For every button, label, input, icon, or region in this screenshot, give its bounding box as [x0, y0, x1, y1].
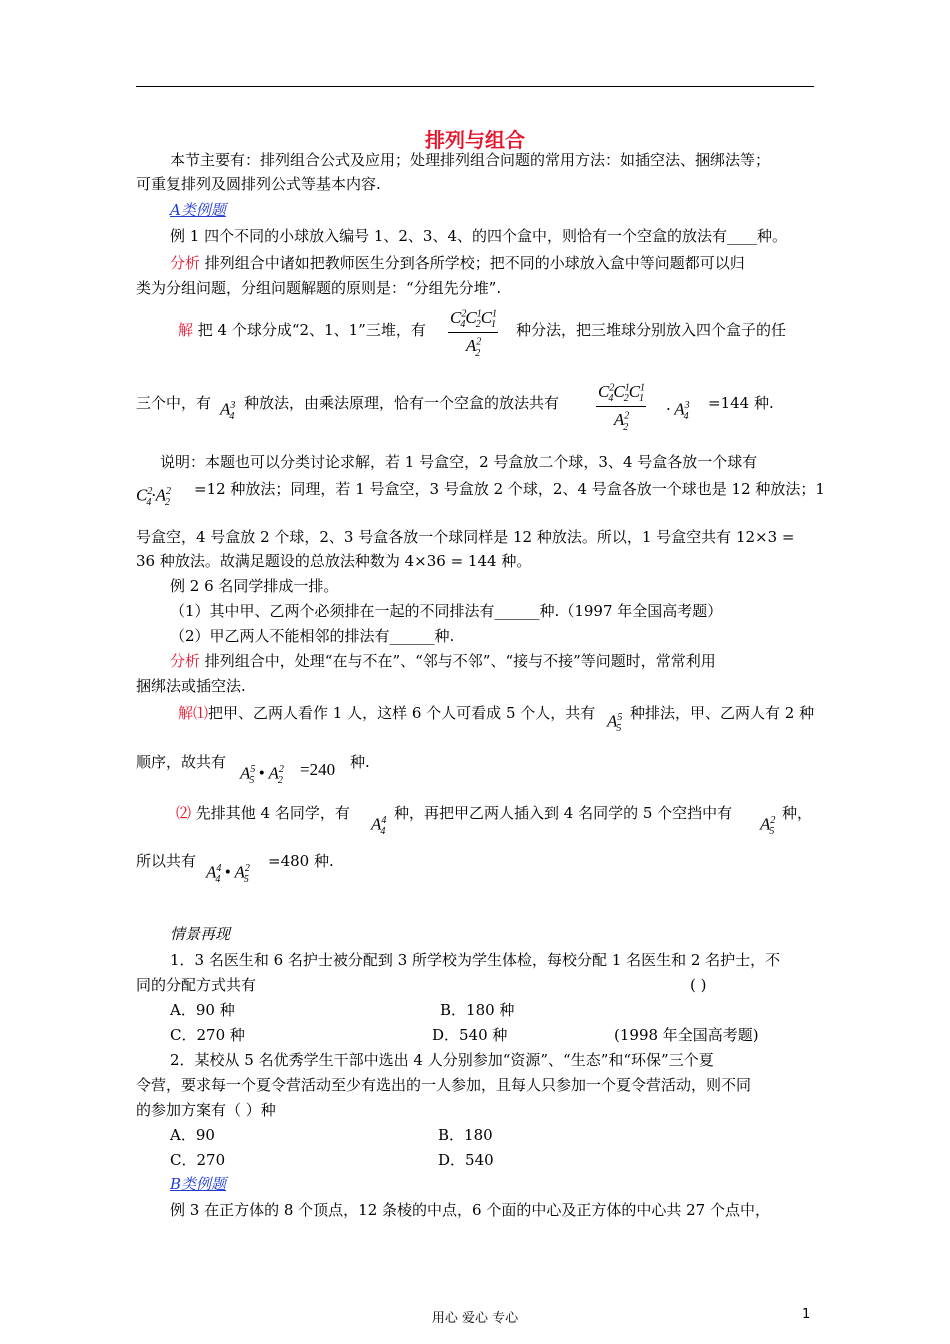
analysis-label-2: 分析: [170, 652, 201, 670]
q1-option-c: C．270 种: [170, 1026, 245, 1044]
page-number: 1: [802, 1307, 811, 1322]
formula-c4c2c1-over-a2: $\frac{C^2_4C^1_2C^1_1}{A^2_2}$: [450, 308, 498, 359]
ex2-solution-line-3b: 种，再把甲乙两人插入到 4 名同学的 5 个空挡中有: [394, 804, 733, 822]
section-b-link[interactable]: B类例题: [170, 1175, 227, 1193]
ex2-solution-line-2a: 顺序，故共有: [136, 753, 227, 771]
section-a-link[interactable]: A类例题: [170, 201, 226, 219]
formula-a5-5-a2-2: $A^5_5$ • $A^2_2$: [240, 763, 284, 787]
ex2-solution-line-1b: 种排法，甲、乙两人有 2 种: [630, 704, 815, 722]
ex1-note-line-4: 36 种放法。故满足题设的总放法种数为 4×36 = 144 种。: [136, 552, 532, 570]
page-title: 排列与组合: [425, 128, 525, 152]
q1-source: (1998 年全国高考题): [614, 1026, 759, 1044]
formula-a5-5: $A^5_5$: [607, 711, 623, 735]
q2-line-2: 令营，要求每一个夏令营活动至少有选出的一人参加，且每人只参加一个夏令营活动，则不同: [136, 1076, 752, 1094]
ex1-solution-line-2a: 三个中，有: [136, 394, 212, 412]
formula-c4-2-a2-2: $C^2_4\cdot A^2_2$: [136, 485, 171, 509]
formula-a4-4-a5-2: $A^4_4$ • $A^2_5$: [206, 862, 250, 886]
ex2-solution-line-3c: 种，: [782, 804, 813, 822]
ex1-solution-text: 把 4 个球分成“2、1、1”三堆，有: [193, 321, 426, 339]
intro-line-2: 可重复排列及圆排列公式等基本内容.: [136, 175, 381, 193]
ex1-solution-line-1b: 种分法，把三堆球分别放入四个盒子的任: [516, 321, 787, 339]
intro-line-1: 本节主要有：排列组合公式及应用；处理排列组合问题的常用方法：如插空法、捆绑法等；: [170, 151, 771, 169]
ex2-solution-text-3: 先排其他 4 名同学，有: [191, 804, 350, 822]
ex1-analysis-line-2: 类为分组问题，分组问题解题的原则是：“分组先分堆”.: [136, 279, 502, 297]
q1-option-b: B．180 种: [440, 1001, 515, 1019]
solution-label-3: ⑵: [176, 804, 192, 822]
q2-option-b: B．180: [438, 1126, 493, 1144]
ex2-solution-line-4a: 所以共有: [136, 852, 197, 870]
ex1-solution-line-1a: [178, 320, 426, 340]
header-rule: [136, 86, 814, 87]
ex2-solution-text: 把甲、乙两人看作 1 人，这样 6 个人可看成 5 个人，共有: [208, 704, 596, 722]
formula-dot-a4-3: · $A^3_4$: [666, 399, 690, 423]
formula-c4c2c1-over-a2-2: $\frac{C^2_4C^1_2C^1_1}{A^2_2}$: [598, 382, 646, 433]
q1-line-1: 1．3 名医生和 6 名护士被分配到 3 所学校为学生体检，每校分配 1 名医生和 2 名护士，不: [170, 951, 781, 969]
q1-line-2: 同的分配方式共有: [136, 976, 257, 994]
ex3-line-1: 例 3 在正方体的 8 个顶点，12 条棱的中点，6 个面的中心及正方体的中心共 27 个点中，: [170, 1201, 770, 1219]
ex2-analysis-line-2: 捆绑法或插空法.: [136, 677, 246, 695]
formula-a4-4: $A^4_4$: [371, 814, 387, 838]
q2-option-c: C．270: [170, 1151, 226, 1169]
q1-option-d: D．540 种: [432, 1026, 508, 1044]
analysis-label: 分析: [170, 254, 201, 272]
q2-line-3: 的参加方案有（ ）种: [136, 1101, 276, 1119]
ex1-solution-line-2b: 种放法，由乘法原理，恰有一个空盒的放法共有: [244, 394, 560, 412]
ex2-analysis-line-1: [170, 651, 716, 671]
solution-label: 解: [178, 321, 194, 339]
ex2-result-240: =240: [300, 760, 336, 779]
ex2-question: 例 2 6 名同学排成一排。: [170, 577, 339, 595]
ex1-question: 例 1 四个不同的小球放入编号 1、2、3、4、的四个盒中，则恰有一个空盒的放法有____种。: [170, 227, 788, 245]
q2-option-a: A．90: [170, 1126, 215, 1144]
q1-answer-paren: ( ): [690, 976, 707, 994]
ex1-solution-line-2c: =144 种.: [708, 394, 774, 412]
footer-text: 用心 爱心 专心: [431, 1311, 519, 1326]
ex2-solution-line-3a: [176, 803, 350, 823]
ex2-analysis-text: 排列组合中，处理“在与不在”、“邻与不邻”、“接与不接”等问题时，常常利用: [200, 652, 716, 670]
ex2-part-1: （1）其中甲、乙两个必须排在一起的不同排法有______种.（1997 年全国高考题）: [170, 602, 723, 620]
ex2-part-2: （2）甲乙两人不能相邻的排法有______种.: [170, 627, 455, 645]
scene-heading: 情景再现: [170, 925, 231, 943]
formula-a4-3: $A^3_4$: [220, 399, 236, 423]
ex1-note-line-3: 号盒空，4 号盒放 2 个球，2、3 号盒各放一个球同样是 12 种放法。所以，1 号盒空共有 12×3 =: [136, 528, 795, 546]
solution-label-2: 解⑴: [178, 704, 209, 722]
ex2-solution-line-2c: 种.: [350, 753, 370, 771]
ex1-analysis-line-1: [170, 253, 745, 273]
ex1-note-line-2: =12 种放法；同理，若 1 号盒空，3 号盒放 2 个球，2、4 号盒各放一个球也是 12 种放法；1: [194, 480, 825, 498]
q2-line-1: 2．某校从 5 名优秀学生干部中选出 4 人分别参加“资源”、“生态”和“环保”三个夏: [170, 1051, 714, 1069]
ex1-note-line-1: 说明：本题也可以分类讨论求解，若 1 号盒空，2 号盒放二个球，3、4 号盒各放一个球有: [160, 453, 758, 471]
formula-a5-2: $A^2_5$: [760, 814, 776, 838]
ex1-analysis-text: 排列组合中诸如把教师医生分到各所学校；把不同的小球放入盒中等问题都可以归: [200, 254, 745, 272]
q1-option-a: A．90 种: [170, 1001, 235, 1019]
ex2-solution-line-1a: [178, 703, 595, 723]
ex2-solution-line-4b: =480 种.: [268, 852, 334, 870]
q2-option-d: D．540: [438, 1151, 494, 1169]
